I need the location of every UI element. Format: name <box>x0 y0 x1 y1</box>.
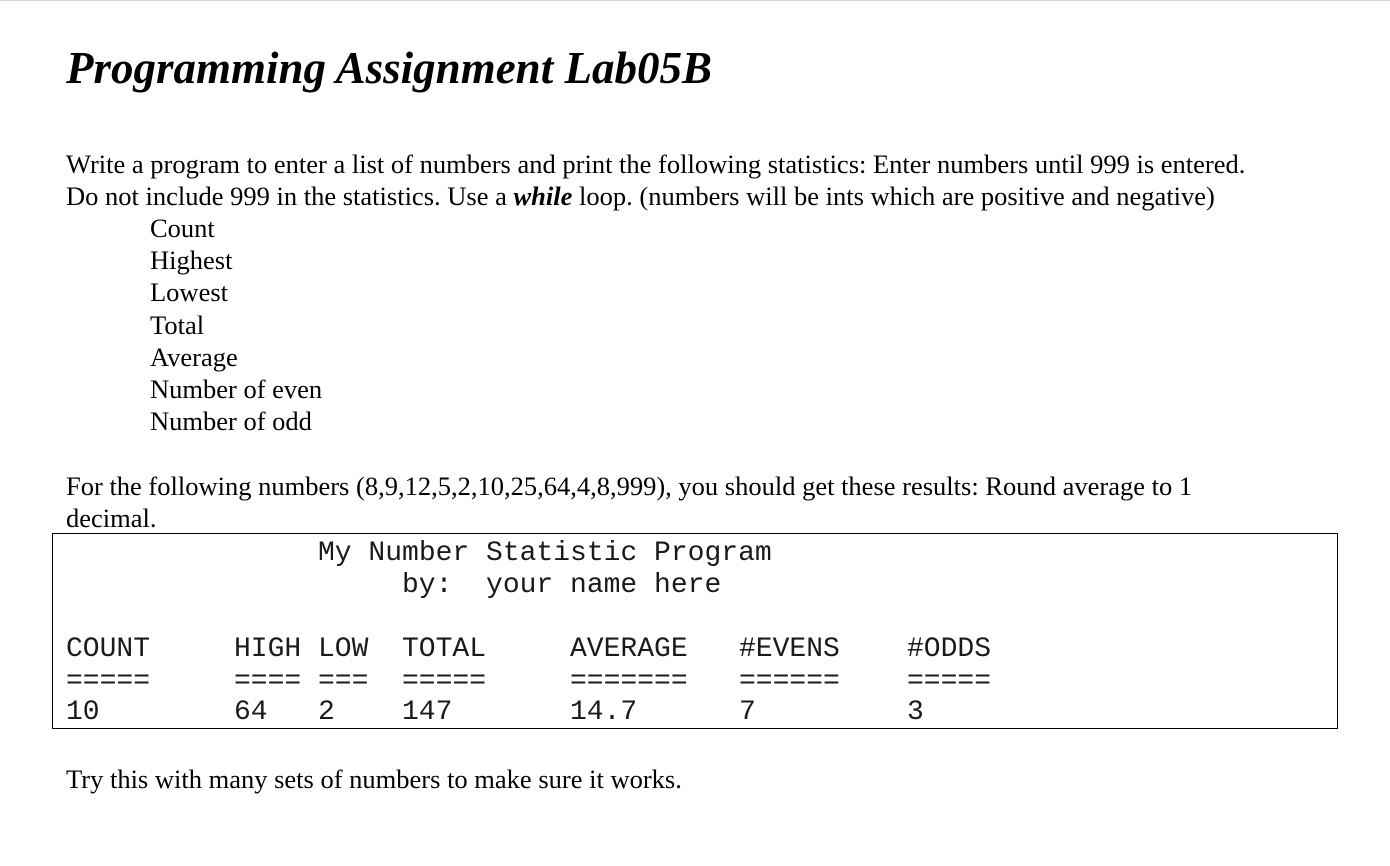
statistic-item-even: Number of even <box>150 374 323 405</box>
intro-line-1: Write a program to enter a list of numbers and print the following statistics: Enter numbers until 999 is entered. <box>66 149 1246 179</box>
closing-paragraph: Try this with many sets of numbers to make sure it works. <box>66 764 682 794</box>
output-separator-low: === <box>318 666 369 697</box>
output-separator-total: ===== <box>402 666 487 697</box>
statistic-item-average: Average <box>150 341 238 372</box>
output-program-title: My Number Statistic Program <box>318 538 772 569</box>
example-paragraph <box>66 470 1192 534</box>
intro-line-2-start: Do not include 999 in the statistics. Use a <box>66 181 514 211</box>
output-separator-count: ===== <box>66 666 151 697</box>
statistic-item-total: Total <box>150 309 205 340</box>
output-value-total: 147 <box>402 697 453 728</box>
output-value-low: 2 <box>318 697 335 728</box>
statistic-item-highest: Highest <box>150 245 233 276</box>
output-byline: by: your name here <box>402 570 722 601</box>
output-separator-average: ======= <box>570 666 688 697</box>
output-column-header-odds: #ODDS <box>907 634 992 665</box>
output-value-odds: 3 <box>907 697 924 728</box>
intro-line-2 <box>66 180 1245 212</box>
page-top-border <box>0 0 1390 1</box>
output-column-header-high: HIGH <box>234 634 302 665</box>
output-separator-odds: ===== <box>907 666 992 697</box>
statistics-list <box>150 212 322 437</box>
example-line-1: For the following numbers (8,9,12,5,2,10,25,64,4,8,999), you should get these results: Round average to 1 <box>66 471 1193 501</box>
output-column-header-total: TOTAL <box>402 634 487 665</box>
output-separator-high: ==== <box>234 666 302 697</box>
output-separator-evens: ====== <box>739 666 840 697</box>
output-column-header-low: LOW <box>318 634 369 665</box>
output-value-average: 14.7 <box>570 697 638 728</box>
example-line-2: decimal. <box>66 503 157 533</box>
statistic-item-lowest: Lowest <box>150 277 229 308</box>
statistic-item-odd: Number of odd <box>150 406 312 437</box>
output-value-count: 10 <box>66 697 100 728</box>
output-column-header-evens: #EVENS <box>739 634 840 665</box>
output-column-header-count: COUNT <box>66 634 151 665</box>
intro-paragraph <box>66 148 1245 212</box>
while-keyword: while <box>513 181 573 211</box>
assignment-title: Programming Assignment Lab05B <box>66 43 712 93</box>
output-value-high: 64 <box>234 697 268 728</box>
output-value-evens: 7 <box>739 697 756 728</box>
statistic-item-count: Count <box>150 213 215 243</box>
output-column-header-average: AVERAGE <box>570 634 688 665</box>
intro-line-2-end: loop. (numbers will be ints which are positive and negative) <box>572 181 1215 211</box>
